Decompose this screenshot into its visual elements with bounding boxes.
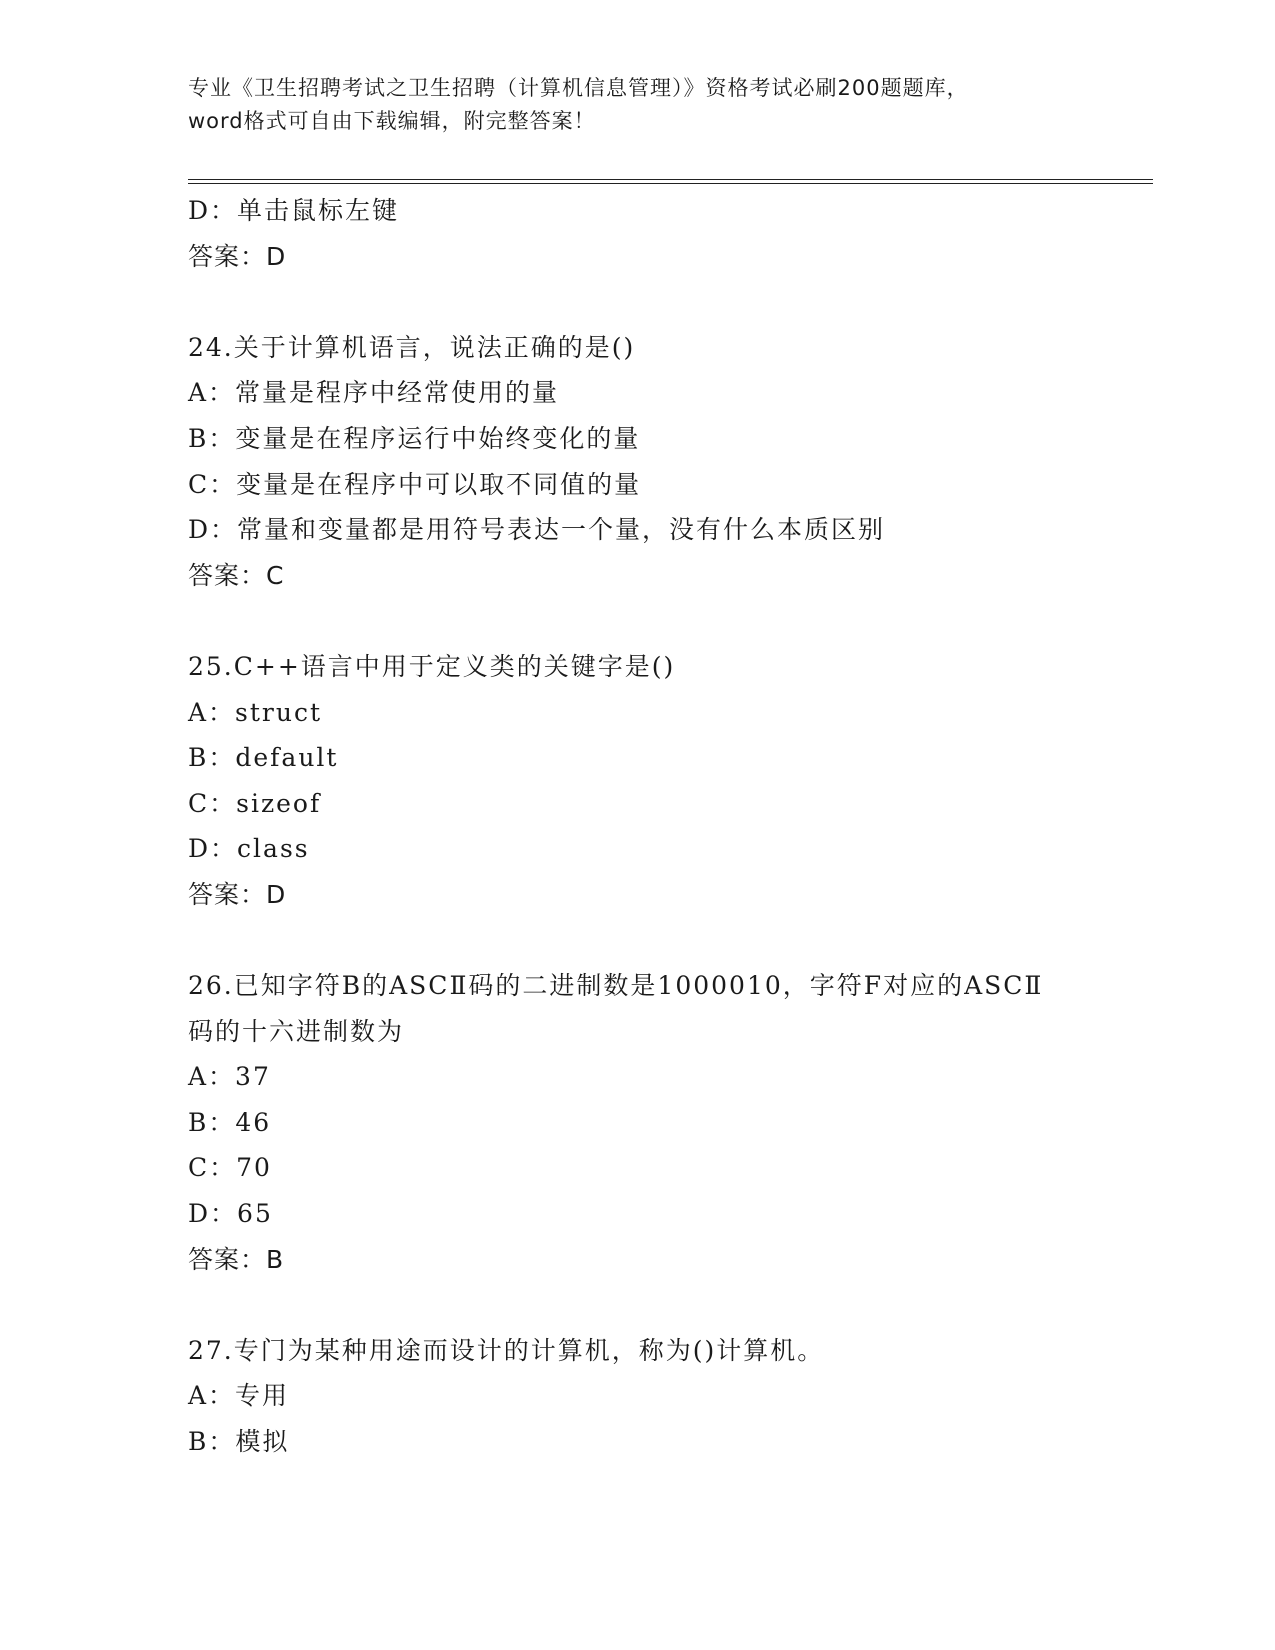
answer-value: D [266,241,287,271]
option-b: B：46 [188,1107,272,1137]
header-divider-bottom [188,183,1153,184]
option-d: D：class [188,834,310,864]
option-a: A：37 [188,1062,271,1092]
answer-line [188,234,1148,280]
option-d: D：65 [188,1199,273,1229]
option-b: B：模拟 [188,1427,290,1457]
answer-value: C [266,560,285,590]
header-line-1: 专业《卫生招聘考试之卫生招聘（计算机信息管理）》资格考试必刷200题题库， [188,76,969,100]
question-stem: 24.关于计算机语言，说法正确的是() [188,332,636,362]
option-a: A：struct [188,697,323,727]
header-line-2: word格式可自由下载编辑，附完整答案！ [188,109,596,133]
option-c: C：sizeof [188,788,322,818]
answer-label: 答案： [188,241,267,271]
option-c: C：变量是在程序中可以取不同值的量 [188,469,642,499]
option-b: B：default [188,743,339,773]
question-25 [188,644,1148,918]
option-d: D：常量和变量都是用符号表达一个量，没有什么本质区别 [188,515,886,545]
answer-line [188,872,1148,918]
answer-line [188,1237,1148,1283]
option-d: D：单击鼠标左键 [188,196,400,225]
header-divider-top [188,179,1153,180]
option-b: B：变量是在程序运行中始终变化的量 [188,423,641,453]
question-list [188,188,1148,1465]
question-stem-line-1: 26.已知字符B的ASCⅡ码的二进制数是1000010，字符F对应的ASCⅡ [188,971,1044,1001]
question-24 [188,325,1148,599]
question-26 [188,963,1148,1282]
question-stem-line-2: 码的十六进制数为 [188,1016,405,1046]
question-stem: 27.专门为某种用途而设计的计算机，称为()计算机。 [188,1335,825,1365]
option-a: A：专用 [188,1381,290,1411]
answer-line [188,553,1148,599]
question-27 [188,1328,1148,1465]
answer-value: B [266,1244,285,1274]
option-a: A：常量是程序中经常使用的量 [188,378,560,408]
answer-label: 答案： [188,879,267,909]
document-header [188,72,1088,138]
answer-label: 答案： [188,1244,267,1274]
answer-label: 答案： [188,560,267,590]
answer-value: D [266,879,287,909]
option-c: C：70 [188,1153,272,1183]
question-stem: 25.C++语言中用于定义类的关键字是() [188,651,676,681]
